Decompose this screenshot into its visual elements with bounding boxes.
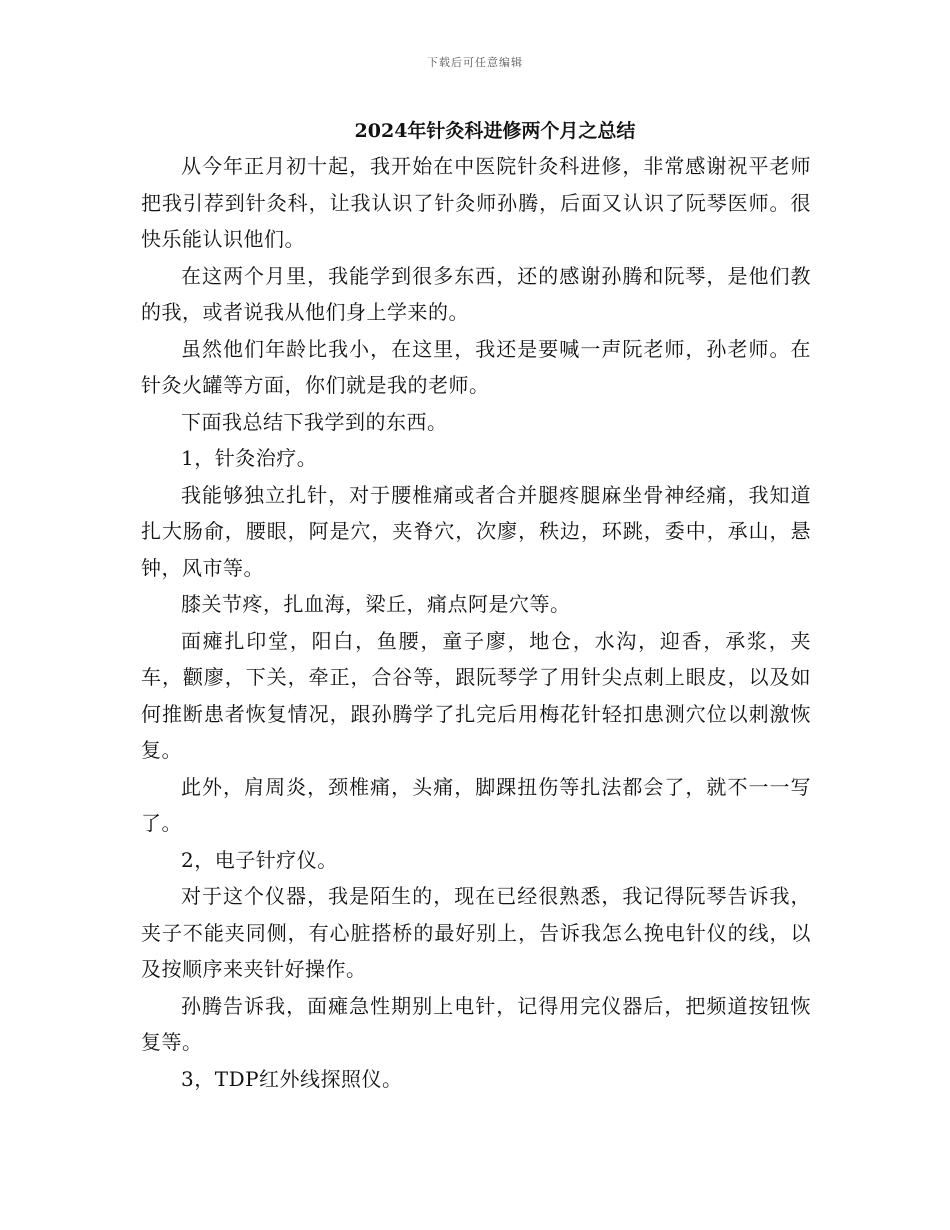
document-title: 2024年针灸科进修两个月之总结 [354,120,636,142]
section-heading-acupuncture: 1，针灸治疗。 [181,446,318,470]
section-heading-electro-acupuncture: 2，电子针疗仪。 [181,847,338,872]
paragraph: 我能够独立扎针，对于腰椎痛或者合并腿疼腿麻坐骨神经痛，我知道扎大肠俞，腰眼，阿是穴，夹脊穴，次廖，秩边，环跳，委中，承山，悬钟，风市等。 [141,482,811,580]
document-body [141,148,811,1097]
section-heading-tdp-lamp: 3，TDP红外线探照仪。 [181,1066,403,1091]
paragraph: 对于这个仪器，我是陌生的，现在已经很熟悉，我记得阮琴告诉我，夹子不能夹同侧，有心脏搭桥的最好别上，告诉我怎么挽电针仪的线，以及按顺序来夹针好操作。 [141,884,811,981]
page-header-note: 下载后可任意编辑 [427,56,523,69]
paragraph: 此外，肩周炎，颈椎痛，头痛，脚踝扭伤等扎法都会了，就不一一写了。 [141,774,811,835]
paragraph: 从今年正月初十起，我开始在中医院针灸科进修，非常感谢祝平老师把我引荐到针灸科，让我认识了针灸师孙腾，后面又认识了阮琴医师。很快乐能认识他们。 [141,154,811,251]
paragraph: 膝关节疼，扎血海，梁丘，痛点阿是穴等。 [181,592,571,616]
paragraph: 面瘫扎印堂，阳白，鱼腰，童子廖，地仓，水沟，迎香，承浆，夹车，颧廖，下关，牵正，合谷等，跟阮琴学了用针尖点刺上眼皮，以及如何推断患者恢复情况，跟孙腾学了扎完后用梅花针轻扣患测穴位以刺激恢复。 [141,628,811,762]
paragraph: 孙腾告诉我，面瘫急性期别上电针，记得用完仪器后，把频道按钮恢复等。 [141,993,811,1054]
paragraph: 下面我总结下我学到的东西。 [181,409,448,434]
paragraph: 在这两个月里，我能学到很多东西，还的感谢孙腾和阮琴，是他们教的我，或者说我从他们身上学来的。 [141,263,811,324]
paragraph: 虽然他们年龄比我小，在这里，我还是要喊一声阮老师，孙老师。在针灸火罐等方面，你们就是我的老师。 [141,336,811,397]
